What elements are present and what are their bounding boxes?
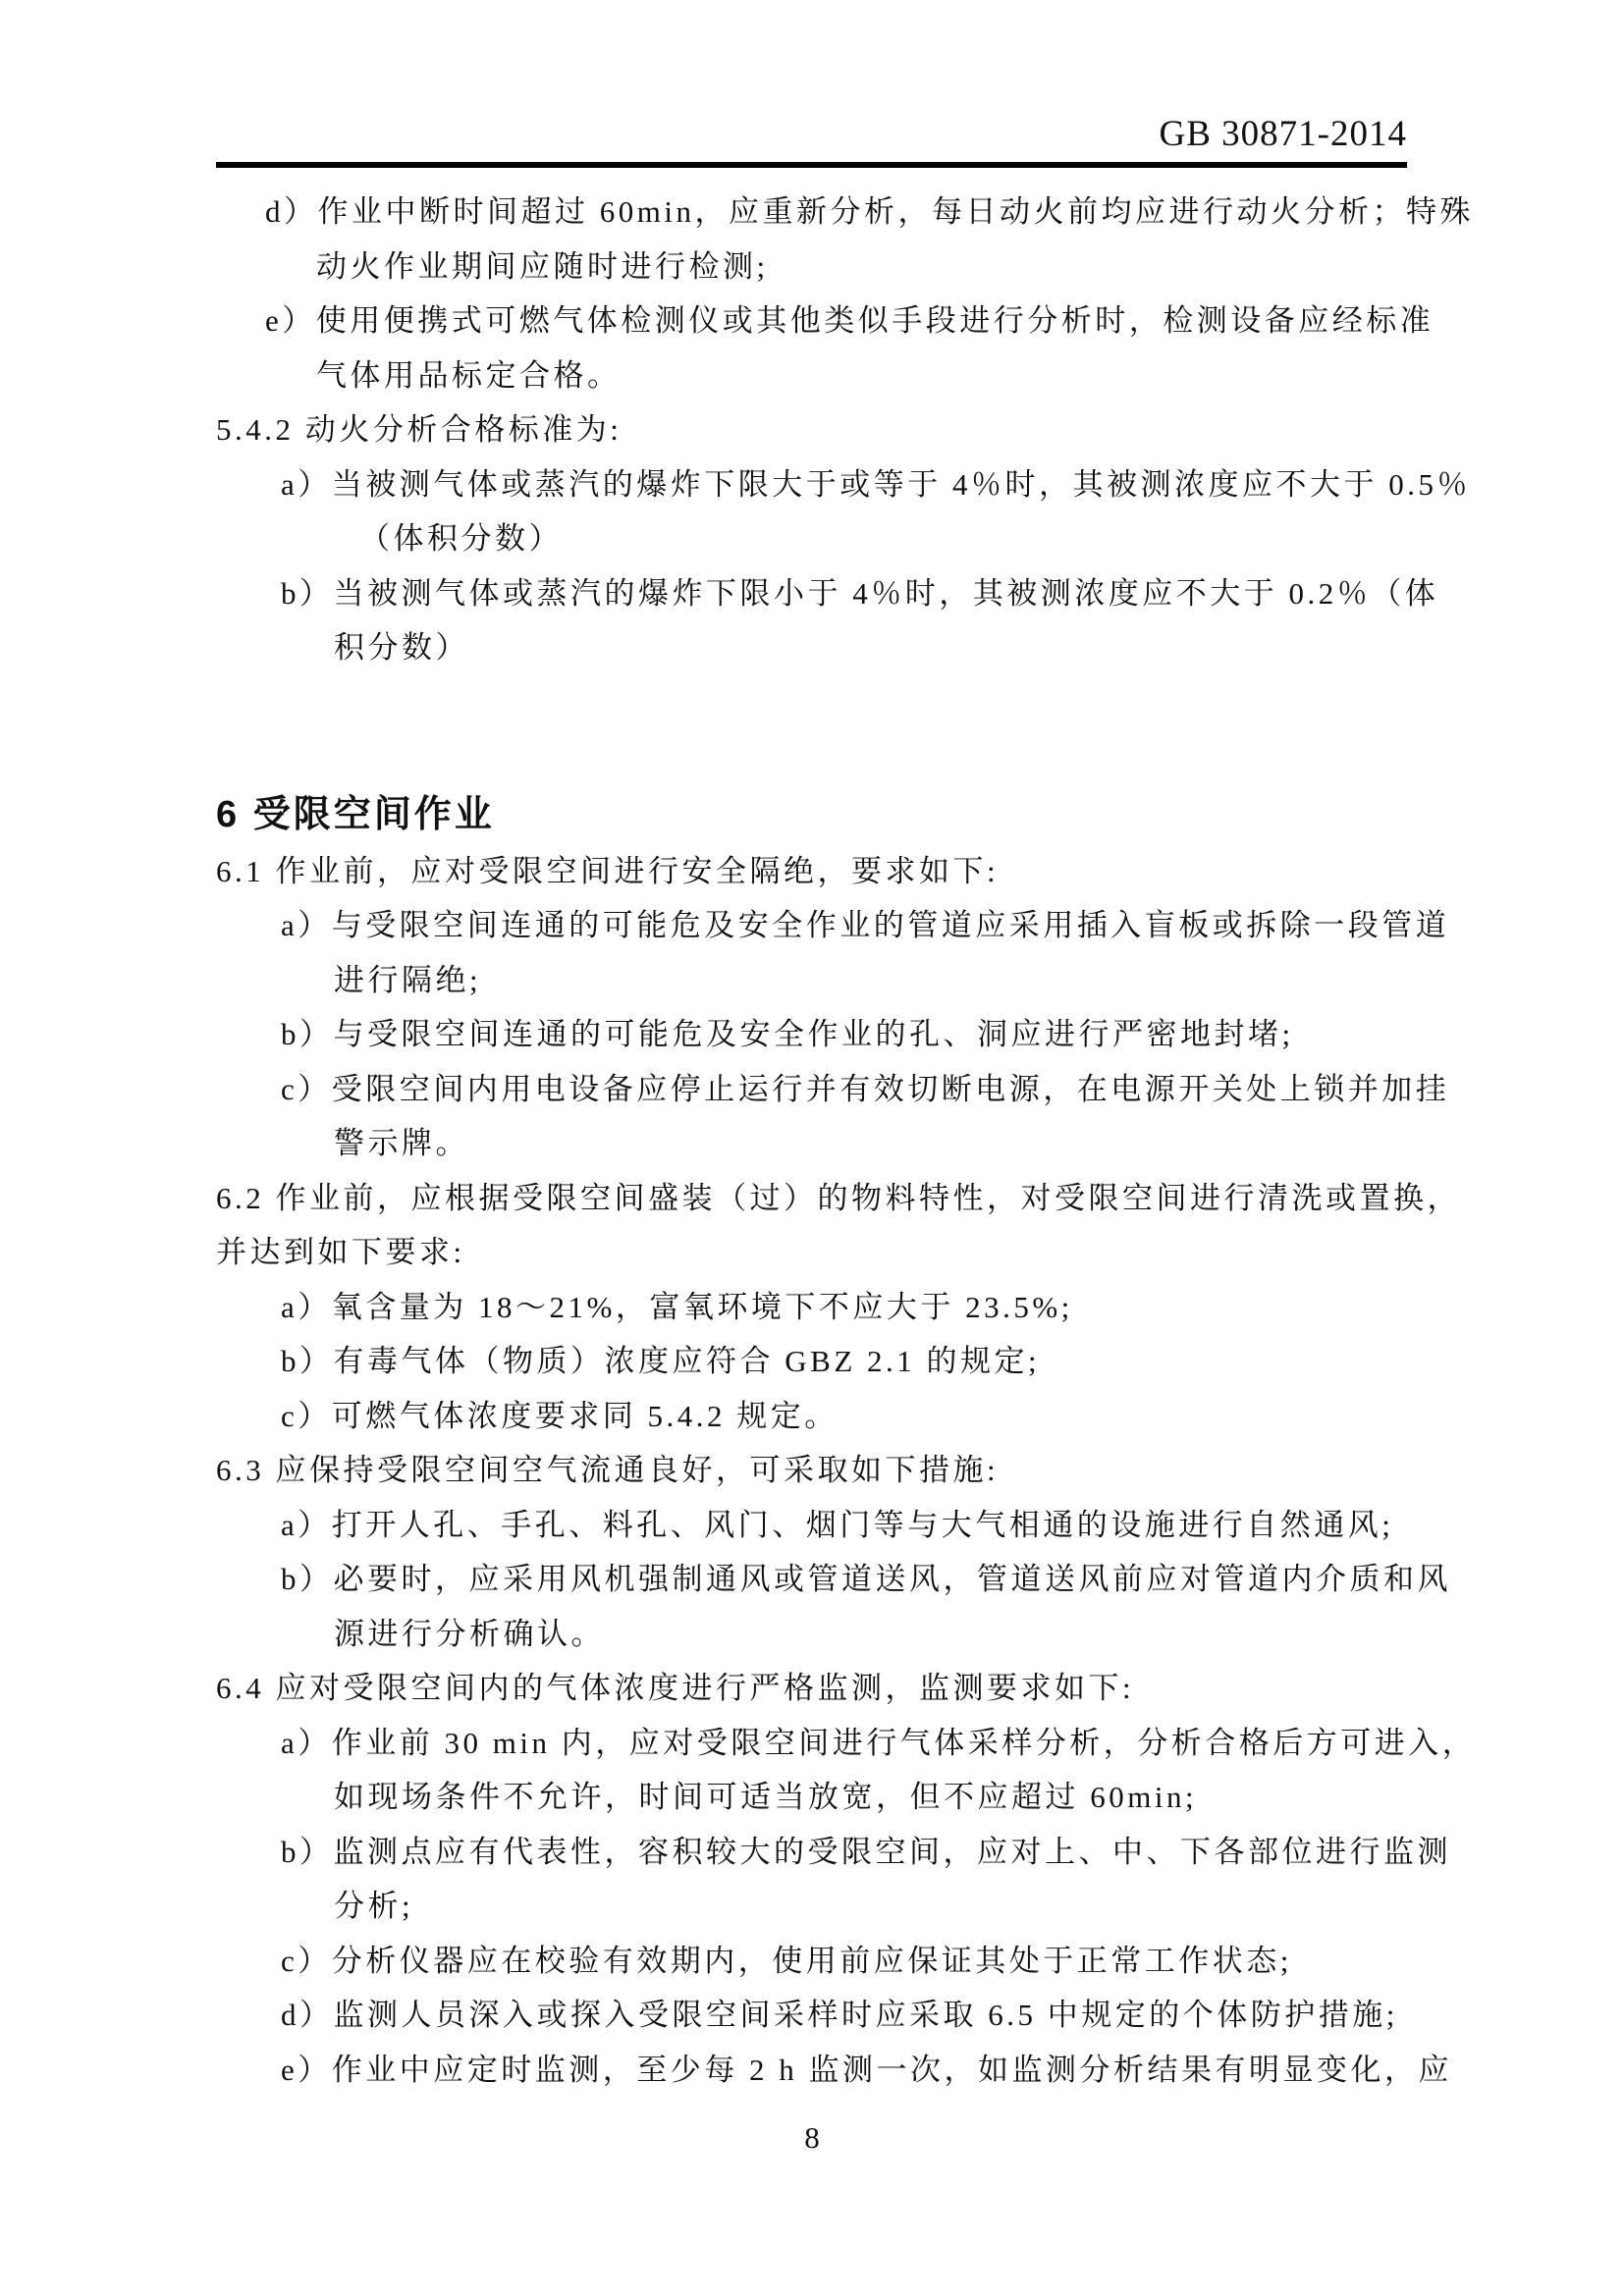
text-line: 源进行分析确认。: [334, 1616, 605, 1651]
text-line: 分析;: [334, 1889, 414, 1923]
text-line: 6.3 应保持受限空间空气流通良好，可采取如下措施:: [216, 1453, 1000, 1487]
text-line: 并达到如下要求:: [216, 1235, 465, 1269]
text-line: 气体用品标定合格。: [316, 357, 622, 393]
header-rule: [216, 162, 1407, 168]
text-line: b）与受限空间连通的可能危及安全作业的孔、洞应进行严密地封堵;: [281, 1017, 1294, 1051]
text-line: b）有毒气体（物质）浓度应符合 GBZ 2.1 的规定;: [281, 1344, 1041, 1378]
text-line: a）作业前 30 min 内，应对受限空间进行气体采样分析，分析合格后方可进入，: [281, 1725, 1477, 1760]
text-line: 警示牌。: [334, 1126, 469, 1160]
text-line: b）当被测气体或蒸汽的爆炸下限小于 4％时，其被测浓度应不大于 0.2％（体: [281, 575, 1439, 611]
text-line: 6.4 应对受限空间内的气体浓度进行严格监测，监测要求如下:: [216, 1671, 1135, 1705]
page-number: 8: [804, 2120, 820, 2155]
text-line: a）氧含量为 18～21%，富氧环境下不应大于 23.5%;: [281, 1289, 1073, 1324]
page-header: [216, 0, 1407, 168]
text-line: c）受限空间内用电设备应停止运行并有效切断电源，在电源开关处上锁并加挂: [281, 1071, 1450, 1106]
text-line: 5.4.2 动火分析合格标准为:: [216, 412, 623, 447]
text-line: 6.1 作业前，应对受限空间进行安全隔绝，要求如下:: [216, 853, 1000, 888]
text-line: 如现场条件不允许，时间可适当放宽，但不应超过 60min;: [334, 1780, 1198, 1814]
text-line: a）打开人孔、手孔、料孔、风门、烟门等与大气相通的设施进行自然通风;: [281, 1507, 1394, 1542]
text-line: b）必要时，应采用风机强制通风或管道送风，管道送风前应对管道内介质和风: [281, 1562, 1451, 1596]
text-line: 6.2 作业前，应根据受限空间盛装（过）的物料特性，对受限空间进行清洗或置换，: [216, 1180, 1461, 1215]
text-line: e）作业中应定时监测，至少每 2 h 监测一次，如监测分析结果有明显变化，应: [281, 2052, 1453, 2087]
text-line: c）分析仪器应在校验有效期内，使用前应保证其处于正常工作状态;: [281, 1943, 1292, 1978]
text-line: c）可燃气体浓度要求同 5.4.2 规定。: [281, 1398, 839, 1433]
text-line: d）作业中断时间超过 60min，应重新分析，每日动火前均应进行动火分析；特殊: [265, 194, 1474, 229]
text-line: （体积分数）: [359, 521, 563, 556]
text-line: d）监测人员深入或探入受限空间采样时应采取 6.5 中规定的个体防护措施;: [281, 1998, 1398, 2032]
text-lines: [216, 185, 1477, 2097]
text-line: e）使用便携式可燃气体检测仪或其他类似手段进行分析时，检测设备应经标准: [265, 303, 1435, 338]
text-line: 进行隔绝;: [334, 962, 482, 997]
document-body: [216, 185, 1477, 2097]
section-heading: 6 受限空间作业: [216, 793, 495, 835]
text-line: b）监测点应有代表性，容积较大的受限空间，应对上、中、下各部位进行监测: [281, 1834, 1451, 1869]
page-footer: [0, 2120, 1624, 2156]
text-line: a）与受限空间连通的可能危及安全作业的管道应采用插入盲板或拆除一段管道: [281, 908, 1450, 942]
text-line: a）当被测气体或蒸汽的爆炸下限大于或等于 4％时，其被测浓度应不大于 0.5％: [281, 466, 1472, 502]
text-line: 积分数）: [334, 630, 469, 665]
standard-code: GB 30871-2014: [1159, 114, 1407, 154]
text-line: 动火作业期间应随时进行检测;: [316, 248, 769, 284]
